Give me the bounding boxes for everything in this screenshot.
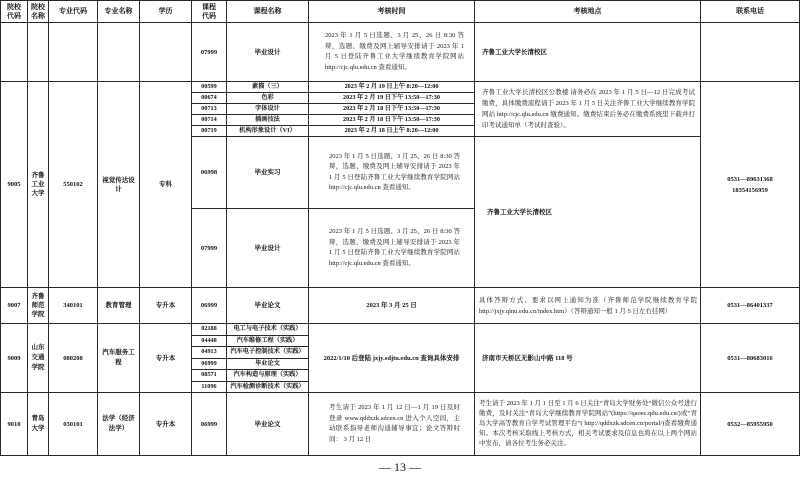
phone-number: 0531—80683016 xyxy=(727,354,773,362)
course-code: 00599 xyxy=(192,82,227,93)
school-code: 9009 xyxy=(1,324,28,393)
phone-number: 18354156959 xyxy=(732,186,768,194)
exam-location: 齐鲁工业大学长清校区 xyxy=(475,137,701,288)
course-name: 素描（三） xyxy=(227,82,309,93)
school-name: 山东交通学院 xyxy=(28,324,49,393)
school-code: 9007 xyxy=(1,288,28,324)
contact-phone xyxy=(701,288,800,324)
course-name: 毕业设计 xyxy=(227,23,309,82)
header-course-code: 课程代码 xyxy=(192,1,227,23)
empty-cell xyxy=(140,23,192,82)
exam-time: 2023 年 2 月 19 日下午 13:50—17:30 xyxy=(309,93,475,104)
phone-number: 0531—86401337 xyxy=(727,302,773,309)
exam-location: 具体答辩方式、要求以网上通知为准（齐鲁师范学院继续教育学院 http://jxjy.qlnu.edu.cn/index.htm）（答辩通知一般 1 月 5 日左右挂网） xyxy=(475,288,701,324)
school-code: 9005 xyxy=(1,82,28,288)
course-name: 色彩 xyxy=(227,93,309,104)
exam-time: 2023 年 1 月 5 日选题、3 月 25、26 日 8:30 答辩，选题、缴费及网上辅导安排请于 2023 年 1 月 5 日登陆齐鲁工业大学继续教育学院网站 http://cjc.qlu.edu.cn 查看通知。 xyxy=(309,137,475,209)
exam-time: 2023 年 1 月 5 日选题、3 月 25、26 日 8:30 答辩，选题、缴费及网上辅导安排请于 2023 年 1 月 5 日登陆齐鲁工业大学继续教育学院网站 http://cjc.qlu.edu.cn 查看通知。 xyxy=(309,23,475,82)
exam-time: 2023 年 2 月 18 日下午 13:50—17:30 xyxy=(309,115,475,126)
course-name: 插画技法 xyxy=(227,115,309,126)
contact-phone xyxy=(701,82,800,288)
course-code: 08571 xyxy=(192,370,227,382)
major-name: 视觉传达设计 xyxy=(98,82,140,288)
course-name: 毕业论文 xyxy=(227,393,309,456)
course-code: 06999 xyxy=(192,393,227,456)
header-exam-location: 考核地点 xyxy=(475,1,701,23)
major-name: 教育管理 xyxy=(98,288,140,324)
course-code: 02188 xyxy=(192,324,227,336)
course-code: 06998 xyxy=(192,137,227,209)
exam-time: 2023 年 1 月 5 日选题、3 月 25、26 日 8:30 答辩，选题、缴费及网上辅导安排请于 2023 年 1 月 5 日登陆齐鲁工业大学继续教育学院网站 http://cjc.qlu.edu.cn 查看通知。 xyxy=(309,209,475,288)
exam-time: 考生请于 2023 年 1 月 12 日—1 月 19 日及时登录 www.qddxzk.sdcen.cn 进入个人空间，主动联系指导老师沟通辅导事宜；论文答辩时间： 3 月 12 日 xyxy=(309,393,475,456)
course-name: 毕业设计 xyxy=(227,209,309,288)
header-exam-time: 考核时间 xyxy=(309,1,475,23)
phone-number: 0532—85955950 xyxy=(727,420,773,428)
course-name: 汽车检测诊断技术（实践） xyxy=(227,382,309,394)
course-code: 04448 xyxy=(192,336,227,348)
major-code: 340101 xyxy=(49,288,98,324)
course-code: 00713 xyxy=(192,104,227,115)
header-contact-phone: 联系电话 xyxy=(701,1,800,23)
exam-time: 2023 年 3 月 25 日 xyxy=(309,288,475,324)
school-name: 齐鲁工业大学 xyxy=(28,82,49,288)
course-name: 字体设计 xyxy=(227,104,309,115)
course-name: 机构形象设计（VI） xyxy=(227,126,309,137)
exam-location: 济南市天桥区无影山中路 118 号 xyxy=(475,324,701,393)
course-code: 00714 xyxy=(192,115,227,126)
course-code: 11096 xyxy=(192,382,227,394)
major-code: 550102 xyxy=(49,82,98,288)
course-code: 07999 xyxy=(192,23,227,82)
exam-time: 2023 年 2 月 18 日上午 8:20—12:00 xyxy=(309,126,475,137)
header-major-code: 专业代码 xyxy=(49,1,98,23)
header-school-code: 院校代码 xyxy=(1,1,28,23)
course-code: 06999 xyxy=(192,288,227,324)
header-school-name: 院校名称 xyxy=(28,1,49,23)
empty-cell xyxy=(1,23,28,82)
course-name: 毕业实习 xyxy=(227,137,309,209)
exam-location: 齐鲁工业大学长清校区公教楼 请务必在 2023 年 1 月 5 日—12 日完成考试缴费，具体缴费流程请于 2023 年 1 月 5 日关注齐鲁工业大学继续教育学院网站 http://cjc.qlu.edu.cn 缴费通知。缴费结束后务必在缴费系统里下载并打印考试通知单（考试时查验）。 xyxy=(475,82,701,137)
empty-cell xyxy=(28,23,49,82)
course-code: 06999 xyxy=(192,359,227,371)
exam-location: 考生请于 2023 年 1 月 1 日至 1 月 6 日关注“青岛大学财务处”微信公众号进行缴费，及时关注“青岛大学继续教育学院网站”(https://qaoec.qdu.edu.cn/)或“青岛大学高等教育自学考试管理平台”( http://qddxzk.sdcen.cn/portal/)查看缴费通知。本次考核采取线上考核方式，相关考试要求及信息也将在以上两个网站中发布，请各位考生务必关注。 xyxy=(475,393,701,456)
course-code: 07999 xyxy=(192,209,227,288)
course-name: 电工与电子技术（实践） xyxy=(227,324,309,336)
exam-time: 2023 年 2 月 19 日上午 8:20—12:00 xyxy=(309,82,475,93)
page-number: — 13 — xyxy=(379,460,421,474)
course-name: 汽车维修工程（实践） xyxy=(227,336,309,348)
header-education-level: 学历 xyxy=(140,1,192,23)
course-code: 00674 xyxy=(192,93,227,104)
education-level: 专升本 xyxy=(140,324,192,393)
course-name: 汽车电子控制技术（实践） xyxy=(227,347,309,359)
education-level: 专科 xyxy=(140,82,192,288)
education-level: 专升本 xyxy=(140,288,192,324)
course-name: 毕业论文 xyxy=(227,288,309,324)
course-name: 毕业论文 xyxy=(227,359,309,371)
exam-time: 2023 年 2 月 18 日下午 13:50—17:30 xyxy=(309,104,475,115)
phone-number: 0531—89631368 xyxy=(727,175,773,183)
school-name: 青岛大学 xyxy=(28,393,49,456)
empty-cell xyxy=(701,23,800,82)
course-code: 00719 xyxy=(192,126,227,137)
major-code: 030101 xyxy=(49,393,98,456)
major-name: 法学（经济法学） xyxy=(98,393,140,456)
school-code: 9010 xyxy=(1,393,28,456)
school-name: 齐鲁师范学院 xyxy=(28,288,49,324)
contact-phone xyxy=(701,324,800,393)
course-name: 汽车构造与原理（实践） xyxy=(227,370,309,382)
empty-cell xyxy=(49,23,98,82)
header-major-name: 专业名称 xyxy=(98,1,140,23)
header-course-name: 课程名称 xyxy=(227,1,309,23)
major-name: 汽车服务工程 xyxy=(98,324,140,393)
exam-location: 齐鲁工业大学长清校区 xyxy=(475,23,701,82)
course-code: 04913 xyxy=(192,347,227,359)
education-level: 专升本 xyxy=(140,393,192,456)
major-code: 080208 xyxy=(49,324,98,393)
contact-phone xyxy=(701,393,800,456)
exam-time: 2022/1/10 后登陆 jxjy.sdjtu.edu.cn 查询具体安排 xyxy=(309,324,475,393)
empty-cell xyxy=(98,23,140,82)
